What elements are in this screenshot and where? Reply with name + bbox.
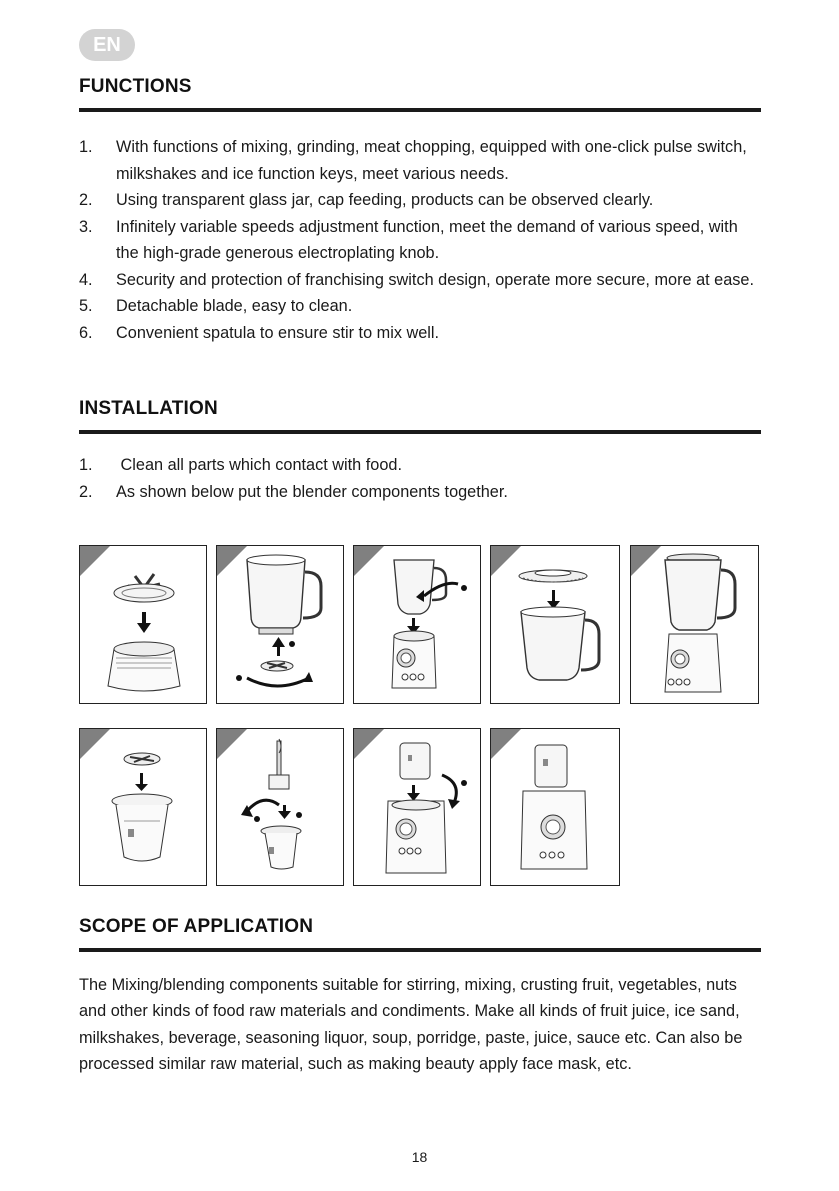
functions-heading: FUNCTIONS (79, 76, 192, 97)
list-item (79, 187, 764, 214)
list-number: 2. (79, 191, 93, 209)
list-item (79, 267, 764, 294)
list-text: Clean all parts which contact with food. (116, 456, 402, 474)
installation-heading: INSTALLATION (79, 398, 218, 419)
chopper-on-base-illustration (354, 729, 481, 886)
scope-heading: SCOPE OF APPLICATION (79, 916, 314, 937)
assembly-step-8 (353, 728, 481, 886)
jar-blade-illustration (217, 546, 344, 704)
lid-on-jar-illustration (491, 546, 620, 704)
list-item (79, 320, 764, 347)
installation-divider (79, 430, 761, 434)
scope-divider (79, 948, 761, 952)
list-item (79, 134, 764, 187)
list-number: 1. (79, 456, 93, 474)
list-item (79, 214, 764, 267)
list-text: Convenient spatula to ensure stir to mix well. (116, 323, 440, 342)
assembly-step-5 (630, 545, 759, 704)
list-item (79, 452, 764, 479)
installation-list (79, 452, 764, 505)
list-number: 3. (79, 217, 93, 236)
list-number: 4. (79, 270, 93, 289)
assembly-step-9 (490, 728, 620, 886)
functions-list (79, 134, 764, 346)
jar-on-base-illustration (354, 546, 481, 704)
list-text: Detachable blade, easy to clean. (116, 297, 353, 315)
list-item (79, 293, 764, 320)
assembly-step-2 (216, 545, 344, 704)
page-number: 18 (411, 1149, 428, 1165)
list-number: 6. (79, 323, 93, 342)
assembled-blender-illustration (631, 546, 759, 704)
list-text: Security and protection of franchising switch design, operate more secure, more at ease. (116, 270, 755, 289)
list-text: Infinitely variable speeds adjustment function, meet the demand of various speed, with the high-grade generous electroplating knob. (116, 217, 738, 262)
list-number: 1. (79, 138, 93, 156)
assembled-chopper-illustration (491, 729, 620, 886)
scope-paragraph: The Mixing/blending components suitable for stirring, mixing, crusting fruit, vegetables, nuts and other kinds of food raw materials and condiments. Make all kinds of fruit juice, ice sand, milkshakes, beverage, seasoning liquor, soup, porridge, paste, juice, sauce etc. Can also be processed similar raw material, such as making beauty apply face mask, etc. (79, 976, 743, 1074)
list-text: As shown below put the blender components together. (116, 482, 508, 501)
functions-divider (79, 108, 761, 112)
list-item (79, 479, 764, 506)
chopper-blade-bowl-illustration (80, 729, 207, 886)
assembly-step-3 (353, 545, 481, 704)
list-text: Using transparent glass jar, cap feeding, products can be observed clearly. (116, 191, 654, 209)
language-badge: EN (79, 29, 135, 61)
list-number: 2. (79, 482, 93, 501)
list-number: 5. (79, 297, 93, 315)
assembly-step-7 (216, 728, 344, 886)
assembly-step-6 (79, 728, 207, 886)
list-text: With functions of mixing, grinding, meat chopping, equipped with one-click pulse switch, milkshakes and ice function keys, meet various needs. (116, 138, 747, 183)
assembly-step-1 (79, 545, 207, 704)
assembly-step-4 (490, 545, 620, 704)
chopper-lid-illustration (217, 729, 344, 886)
blade-assembly-illustration (80, 546, 207, 704)
